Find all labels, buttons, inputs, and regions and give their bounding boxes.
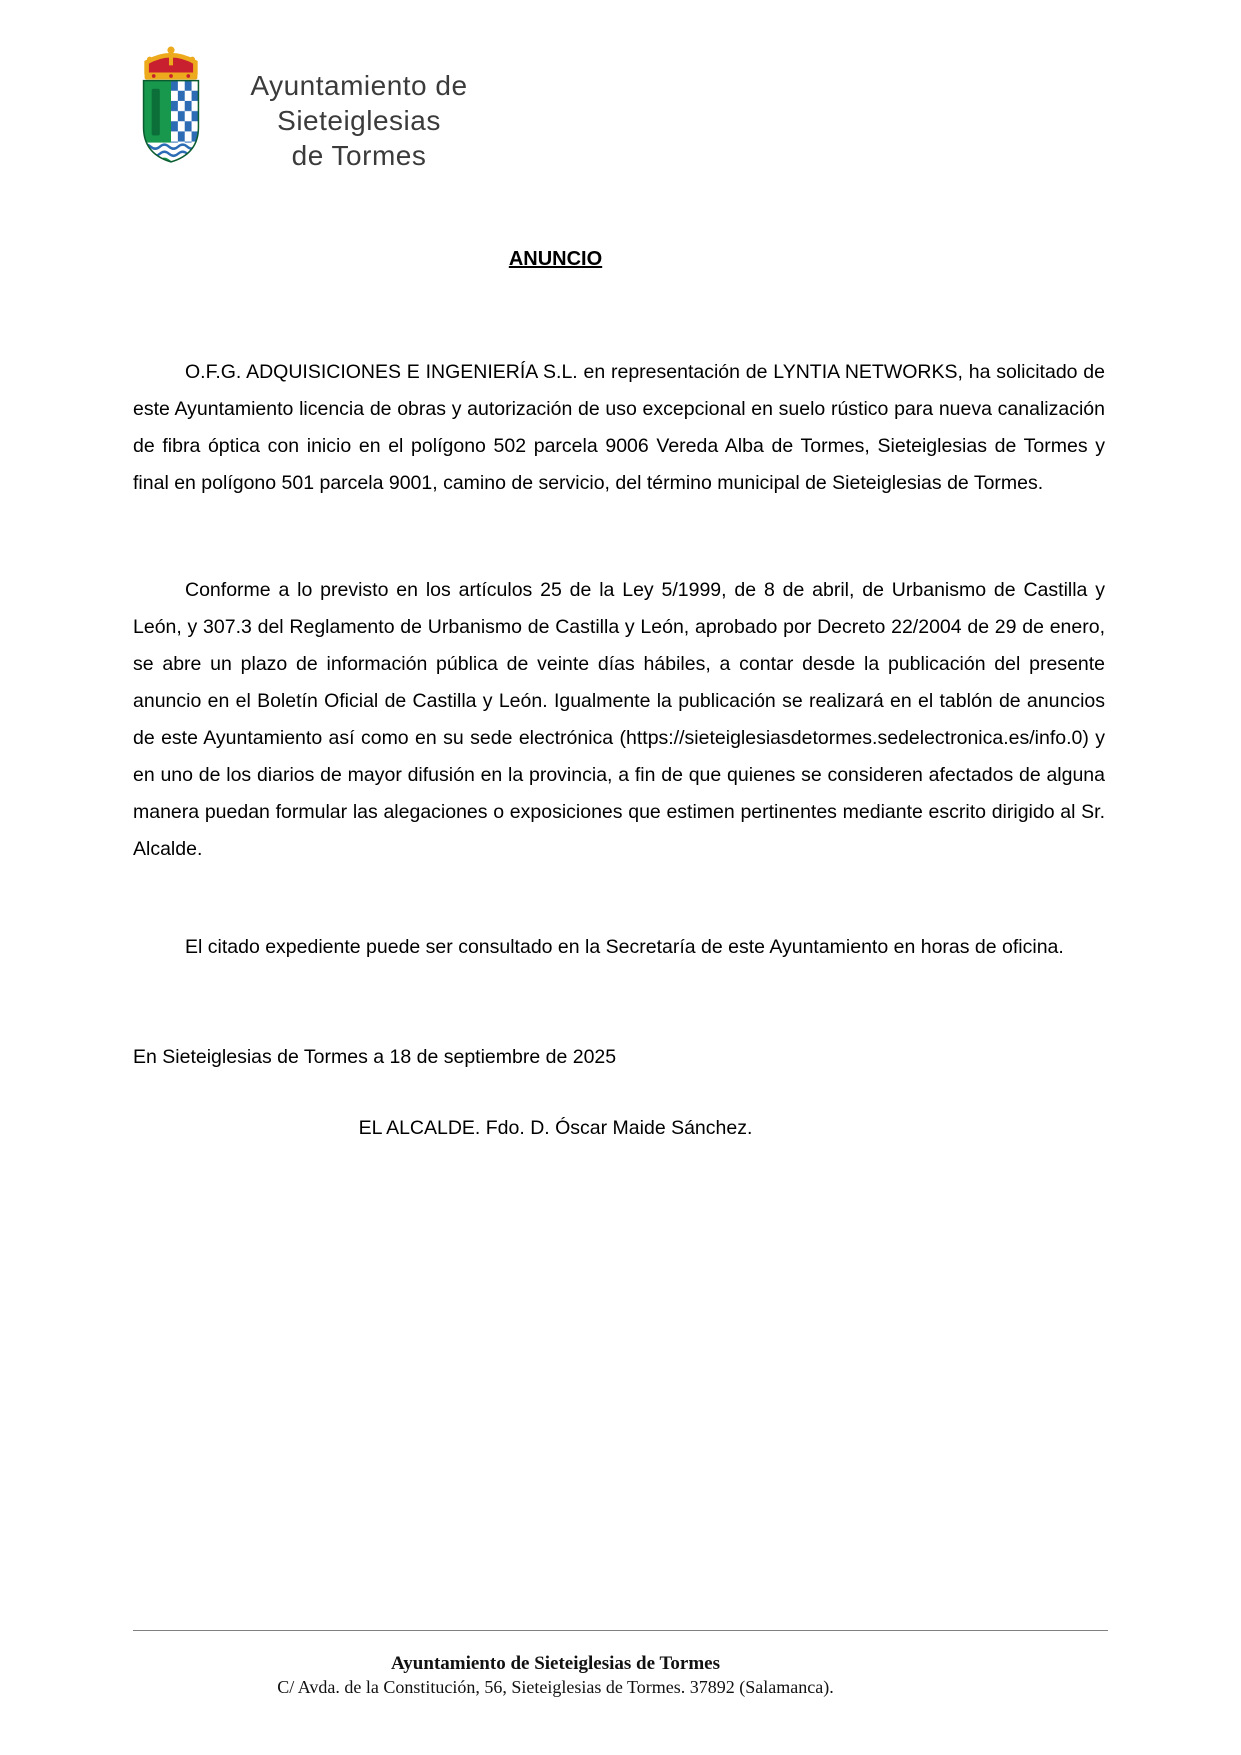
paragraph-consultation: El citado expediente puede ser consultado en la Secretaría de este Ayuntamiento en horas de oficina.	[185, 936, 1064, 958]
signature-line: EL ALCALDE. Fdo. D. Óscar Maide Sánchez.	[358, 1117, 753, 1139]
paragraph-request: O.F.G. ADQUISICIONES E INGENIERÍA S.L. en representación de LYNTIA NETWORKS, ha solicitado de este Ayuntamiento licencia de obras y autorización de uso excepcional en suelo rústico para nueva canalización de fibra óptica con inicio en el polígono 502 parcela 9006 Vereda Alba de Tormes, Sieteiglesias de Tormes y final en polígono 501 parcela 9001, camino de servicio, del término municipal de Sieteiglesias de Tormes.	[133, 361, 1105, 494]
crown	[145, 47, 198, 80]
paragraph-legal-notice: Conforme a lo previsto en los artículos 25 de la Ley 5/1999, de 8 de abril, de Urbanismo de Castilla y León, y 307.3 del Reglamento de Urbanismo de Castilla y León, aprobado por Decreto 22/2004 de 29 de enero, se abre un plazo de información pública de veinte días hábiles, a contar desde la publicación del presente anuncio en el Boletín Oficial de Castilla y León. Igualmente la publicación se realizará en el tablón de anuncios de este Ayuntamiento así como en su sede electrónica (https://sieteiglesiasdetormes.sedelectronica.es/info.0) y en uno de los diarios de mayor difusión en la provincia, a fin de que quienes se consideren afectados de alguna manera puedan formular las alegaciones o exposiciones que estimen pertinentes mediante escrito dirigido al Sr. Alcalde.	[133, 579, 1105, 860]
letterhead	[135, 44, 499, 173]
footer-divider	[133, 1630, 1108, 1631]
logo-line-2: Sieteiglesias	[277, 105, 441, 136]
page-title-text: ANUNCIO	[508, 248, 603, 270]
logo-line-3: de Tormes	[291, 140, 427, 171]
logo-line-1: Ayuntamiento de	[250, 70, 468, 101]
footer-org-name: Ayuntamiento de Sieteiglesias de Tormes	[391, 1653, 720, 1674]
page-title	[133, 248, 1108, 271]
coat-of-arms-icon	[135, 44, 207, 173]
page-footer	[133, 1652, 1108, 1699]
date-line: En Sieteiglesias de Tormes a 18 de septiembre de 2025	[133, 1046, 617, 1068]
logo-text	[219, 44, 499, 173]
footer-address: C/ Avda. de la Constitución, 56, Sieteiglesias de Tormes. 37892 (Salamanca).	[277, 1677, 834, 1697]
